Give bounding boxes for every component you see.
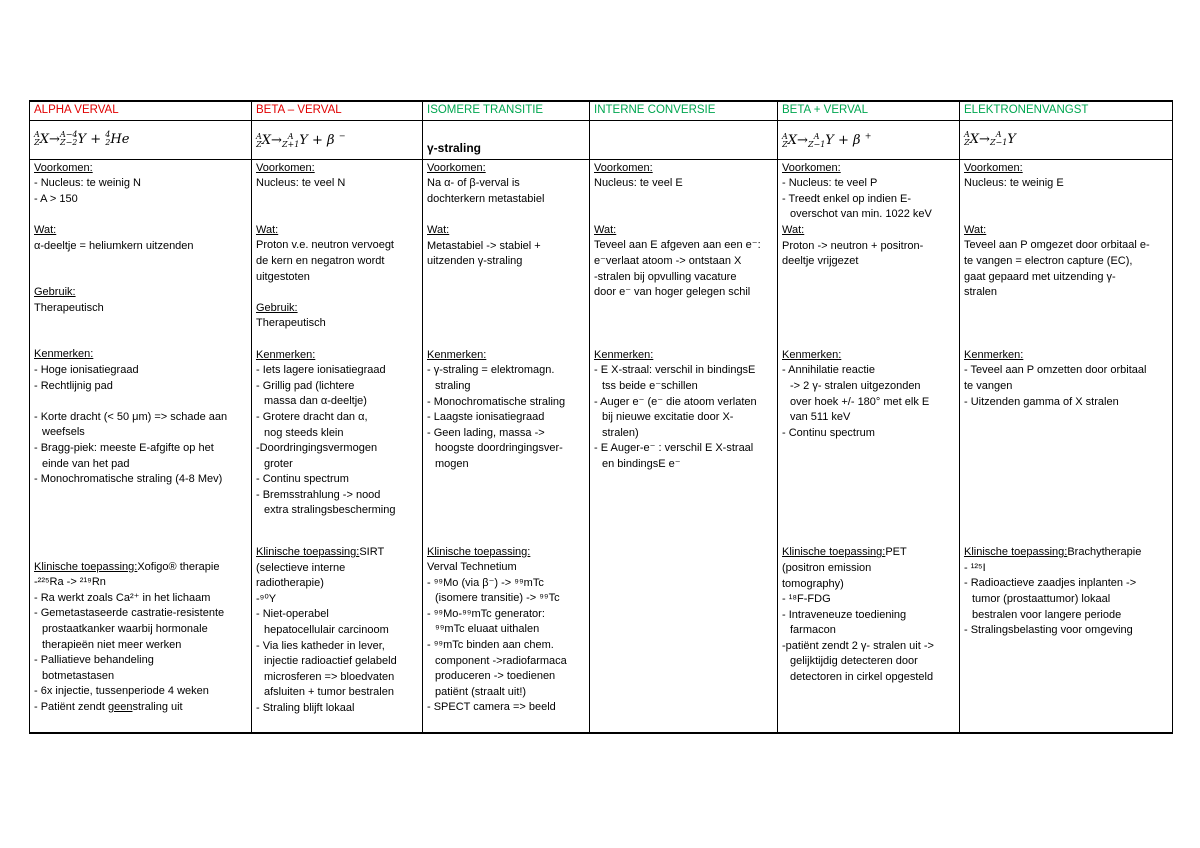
text-line: Nucleus: te veel E xyxy=(594,177,683,190)
formula-elektron: A Z X→ A Z−1 Y xyxy=(960,120,1173,159)
text-line: - Monochromatische straling (4-8 Mev) xyxy=(34,473,223,486)
gebruik-label: Gebruik: xyxy=(256,301,298,314)
voorkomen-label: Voorkomen: xyxy=(427,161,486,174)
text-line: microsferen => bloedvaten xyxy=(264,670,395,683)
text-line: van 511 keV xyxy=(790,411,851,424)
gebruik-label: Gebruik: xyxy=(34,286,76,299)
text-line: - Stralingsbelasting voor omgeving xyxy=(964,624,1133,637)
text-line: - E Auger-e⁻ : verschil E X-straal xyxy=(594,442,754,455)
text-line: massa dan α-deeltje) xyxy=(264,395,367,408)
text-line: Proton v.e. neutron vervoegt xyxy=(256,239,394,252)
formula-isomere xyxy=(423,120,590,159)
voorkomen-label: Voorkomen: xyxy=(782,161,841,174)
text-line: e⁻verlaat atoom -> ontstaan X xyxy=(594,254,742,267)
text-line: bij nieuwe excitatie door X- xyxy=(602,411,734,424)
text-line: - Rechtlijnig pad xyxy=(34,379,113,392)
text-line: groter xyxy=(264,457,293,470)
header-beta-min: BETA – VERVAL xyxy=(252,101,423,120)
text-line: - SPECT camera => beeld xyxy=(427,701,556,714)
text-line: - Annihilatie reactie xyxy=(782,364,875,377)
formula-row xyxy=(30,120,1173,159)
text-line: tumor (prostaattumor) lokaal xyxy=(972,592,1111,605)
text-line: stralen xyxy=(964,286,998,299)
text-line: injectie radioactief gelabeld xyxy=(264,655,397,668)
wat-label: Wat: xyxy=(427,223,450,236)
text-line: - Iets lagere ionisatiegraad xyxy=(256,364,386,377)
text-line: (selectieve interne xyxy=(256,561,346,574)
decay-table xyxy=(29,100,1173,734)
text-line: - Bremsstrahlung -> nood xyxy=(256,488,381,501)
gamma-label: γ-straling xyxy=(427,141,482,155)
formula-beta-plus: A Z X→ A Z−1 Y + β + xyxy=(778,120,960,159)
text-line: deeltje vrijgezet xyxy=(782,255,859,268)
text-line: Teveel aan P omgezet door orbitaal e- xyxy=(964,239,1150,252)
klinisch-title: Brachytherapie xyxy=(1067,546,1142,559)
text-line: - Continu spectrum xyxy=(256,473,349,486)
text-line: uitzenden γ-straling xyxy=(427,255,523,268)
text-line: - Ra werkt zoals Ca²⁺ in het lichaam xyxy=(34,591,211,604)
klinisch-label: Klinische toepassing: xyxy=(782,546,886,559)
kenmerken-label: Kenmerken: xyxy=(256,348,316,361)
text-line: overschot van min. 1022 keV xyxy=(790,208,932,221)
text-line: - Grillig pad (lichtere xyxy=(256,379,355,392)
text-line: - Korte dracht (< 50 μm) => schade aan xyxy=(34,410,228,423)
text-line: -> 2 γ- stralen uitgezonden xyxy=(790,379,921,392)
wat-label: Wat: xyxy=(964,223,987,236)
wat-label: Wat: xyxy=(34,223,57,236)
text-line: -²²⁵Ra -> ²¹⁹Rn xyxy=(34,576,106,589)
text-line: door e⁻ van hoger gelegen schil xyxy=(594,286,751,299)
kenmerken-label: Kenmerken: xyxy=(782,348,842,361)
text-line: nog steeds klein xyxy=(264,426,344,439)
text-line: hoogste doordringingsver- xyxy=(435,442,563,455)
header-isomere: ISOMERE TRANSITIE xyxy=(423,101,590,120)
text-line: - Treedt enkel op indien E- xyxy=(782,192,912,205)
klinisch-label: Klinische toepassing: xyxy=(427,545,531,558)
text-line: - A > 150 xyxy=(34,192,78,205)
text-line: - Niet-operabel xyxy=(256,608,329,621)
text-line: Metastabiel -> stabiel + xyxy=(427,239,541,252)
text-line: - 6x injectie, tussenperiode 4 weken xyxy=(34,685,209,698)
text-line: - ⁹⁹Mo-⁹⁹mTc generator: xyxy=(427,607,545,620)
text-line: - ⁹⁹mTc binden aan chem. xyxy=(427,639,554,652)
text-line: patiënt (straalt uit!) xyxy=(435,685,527,698)
text-line: Nucleus: te veel N xyxy=(256,177,346,190)
text-line: prostaatkanker waarbij hormonale xyxy=(42,623,208,636)
wat-label: Wat: xyxy=(256,223,279,236)
text-line: - Gemetastaseerde castratie-resistente xyxy=(34,607,225,620)
klinisch-title: PET xyxy=(885,546,907,559)
text-line: stralen) xyxy=(602,426,639,439)
kenmerken-label: Kenmerken: xyxy=(964,348,1024,361)
text-line: - Uitzenden gamma of X stralen xyxy=(964,395,1119,408)
text-line: -⁹⁰Y xyxy=(256,592,277,605)
text-line: component ->radiofarmaca xyxy=(435,654,567,667)
text-line: ⁹⁹mTc eluaat uithalen xyxy=(435,623,540,636)
text-line: - Monochromatische straling xyxy=(427,395,566,408)
voorkomen-label: Voorkomen: xyxy=(594,161,653,174)
text-line: extra stralingsbescherming xyxy=(264,504,396,517)
text-line: -Doordringingsvermogen xyxy=(256,442,378,455)
text-line: straling xyxy=(435,379,471,392)
text-line: gelijktijdig detecteren door xyxy=(790,655,918,668)
text-line: over hoek +/- 180° met elk E xyxy=(790,395,930,408)
text-line: Proton -> neutron + positron- xyxy=(782,239,924,252)
text-line: - Straling blijft lokaal xyxy=(256,702,355,714)
text-line: hepatocellulair carcinoom xyxy=(264,624,389,637)
text-line: bestralen voor langere periode xyxy=(972,608,1122,621)
text-line: de kern en negatron wordt xyxy=(256,254,385,267)
text-line: en bindingsE e⁻ xyxy=(602,457,681,470)
text-line: radiotherapie) xyxy=(256,577,324,590)
text-line: Teveel aan E afgeven aan een e⁻: xyxy=(594,239,761,252)
text-line: Therapeutisch xyxy=(34,301,104,314)
text-line: uitgestoten xyxy=(256,270,310,283)
formula-interne xyxy=(590,120,778,159)
text-line: - Via lies katheder in lever, xyxy=(256,639,385,652)
text-line: - ¹⁸F-FDG xyxy=(782,593,831,606)
text-line: - ¹²⁵I xyxy=(964,561,986,574)
text-line: - Nucleus: te veel P xyxy=(782,177,878,190)
text-line: - Patiënt zendt geenstraling uit xyxy=(34,701,183,714)
formula-beta-min: A Z X→ A Z+1 Y + β − xyxy=(252,120,423,159)
text-line: dochterkern metastabiel xyxy=(427,192,545,205)
text-line: - E X-straal: verschil in bindingsE xyxy=(594,364,756,377)
text-line: farmacon xyxy=(790,624,836,637)
header-alpha: ALPHA VERVAL xyxy=(30,101,252,120)
text-line: afsluiten + tumor bestralen xyxy=(264,686,394,699)
cell-alpha xyxy=(30,159,252,733)
text-line: - Auger e⁻ (e⁻ die atoom verlaten xyxy=(594,395,757,408)
text-line: mogen xyxy=(435,457,469,470)
kenmerken-label: Kenmerken: xyxy=(594,348,654,361)
text-line: einde van het pad xyxy=(42,457,130,470)
text-line: - Continu spectrum xyxy=(782,426,875,439)
text-line: - γ-straling = elektromagn. xyxy=(427,364,555,377)
text-line: detectoren in cirkel opgesteld xyxy=(790,671,934,684)
text-line: - Hoge ionisatiegraad xyxy=(34,363,139,376)
text-line: tomography) xyxy=(782,577,844,590)
kenmerken-label: Kenmerken: xyxy=(427,348,487,361)
text-line: - Geen lading, massa -> xyxy=(427,426,545,439)
text-line: -patiënt zendt 2 γ- stralen uit -> xyxy=(782,639,934,652)
text-line: botmetastasen xyxy=(42,669,115,682)
text-line: (positron emission xyxy=(782,561,872,574)
klinisch-label: Klinische toepassing: xyxy=(964,546,1068,559)
text-line: gaat gepaard met uitzending γ- xyxy=(964,270,1116,283)
text-line: α-deeltje = heliumkern uitzenden xyxy=(34,239,194,252)
header-beta-plus: BETA + VERVAL xyxy=(778,101,960,120)
text-line: Verval Technetium xyxy=(427,561,517,574)
content-row xyxy=(30,159,1173,733)
text-line: - Intraveneuze toediening xyxy=(782,608,907,621)
text-line: therapieën niet meer werken xyxy=(42,638,182,651)
header-elektron: ELEKTRONENVANGST xyxy=(960,101,1173,120)
voorkomen-label: Voorkomen: xyxy=(964,161,1023,174)
text-line: produceren -> toedienen xyxy=(435,670,556,683)
klinisch-title: Xofigo® therapie xyxy=(137,560,220,573)
text-line: - Palliatieve behandeling xyxy=(34,654,154,667)
voorkomen-label: Voorkomen: xyxy=(256,161,315,174)
text-line: -stralen bij opvulling vacature xyxy=(594,270,737,283)
text-line: te vangen xyxy=(964,379,1013,392)
text-line: - Grotere dracht dan α, xyxy=(256,410,368,423)
cell-beta-plus xyxy=(778,159,960,733)
text-line: te vangen = electron capture (EC), xyxy=(964,254,1133,267)
header-row xyxy=(30,101,1173,120)
text-line: (isomere transitie) -> ⁹⁹Tc xyxy=(435,592,560,605)
cell-isomere xyxy=(423,159,590,733)
text-line: - Teveel aan P omzetten door orbitaal xyxy=(964,364,1147,377)
text-line: - Bragg-piek: meeste E-afgifte op het xyxy=(34,441,214,454)
wat-label: Wat: xyxy=(594,223,617,236)
formula-alpha: A Z X→ A−4 Z−2 Y + 4 2 He xyxy=(30,120,252,159)
text-line: - ⁹⁹Mo (via β⁻) -> ⁹⁹mTc xyxy=(427,576,544,589)
klinisch-title: SIRT xyxy=(359,546,385,559)
text-line: Na α- of β-verval is xyxy=(427,177,520,190)
voorkomen-label: Voorkomen: xyxy=(34,161,93,174)
cell-interne xyxy=(590,159,778,733)
text-line: Therapeutisch xyxy=(256,317,326,330)
text-line: weefsels xyxy=(42,426,85,439)
klinisch-label: Klinische toepassing: xyxy=(34,560,138,573)
header-interne: INTERNE CONVERSIE xyxy=(590,101,778,120)
text-line: - Laagste ionisatiegraad xyxy=(427,411,545,424)
text-line: - Radioactieve zaadjes inplanten -> xyxy=(964,577,1137,590)
cell-elektron xyxy=(960,159,1173,733)
klinisch-label: Klinische toepassing: xyxy=(256,546,360,559)
wat-label: Wat: xyxy=(782,223,805,236)
text-line: tss beide e⁻schillen xyxy=(602,379,698,392)
text-line: - Nucleus: te weinig N xyxy=(34,177,141,190)
kenmerken-label: Kenmerken: xyxy=(34,348,94,361)
cell-beta-min xyxy=(252,159,423,733)
text-line: Nucleus: te weinig E xyxy=(964,177,1064,190)
